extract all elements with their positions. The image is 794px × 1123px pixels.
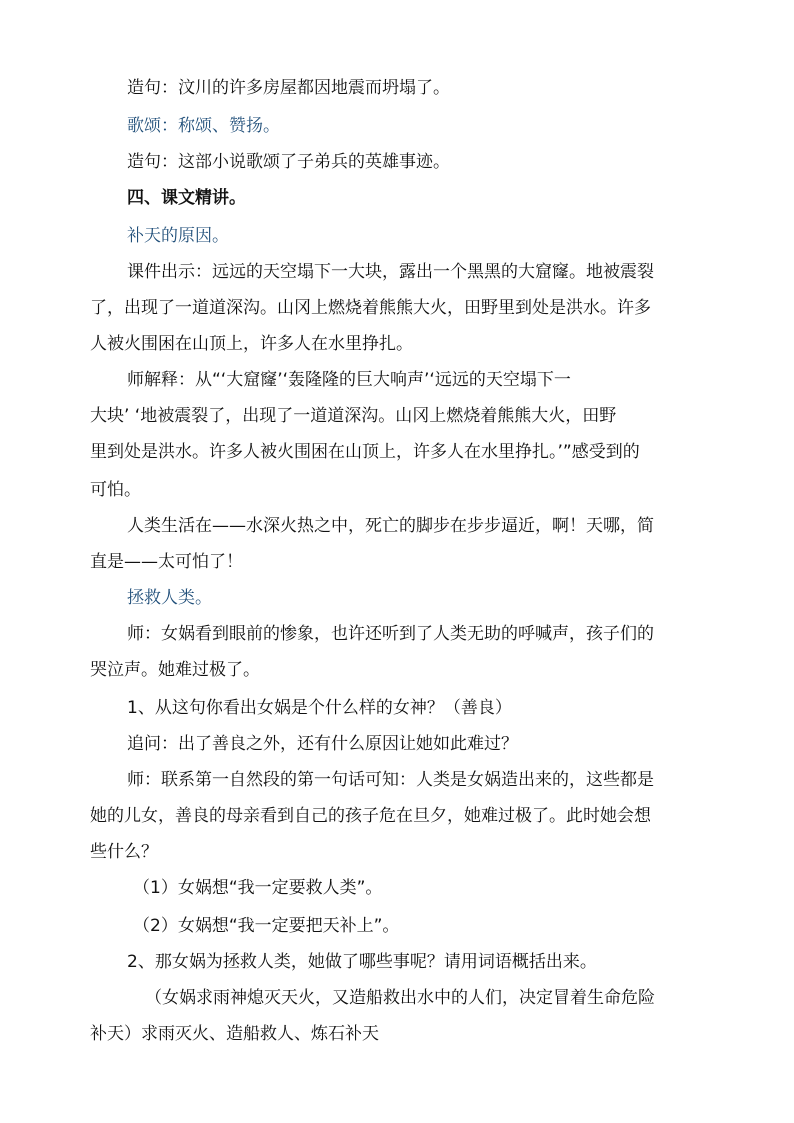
text-line-19: 追问：出了善良之外，还有什么原因让她如此难过？ [127,734,518,754]
text-line-13: 人类生活在——水深火热之中，死亡的脚步在步步逼近，啊！天哪，简 [127,516,654,536]
text-line-7: 了，出现了一道道深沟。山冈上燃烧着熊熊大火，田野里到处是洪水。许多 [90,298,651,318]
question-1: 1、从这句你看出女娲是个什么样的女神？（善良） [127,698,512,718]
text-line-11: 里到处是洪水。许多人被火围困在山顶上，许多人在水里挣扎。’”感受到的 [90,442,640,462]
subheading-rescue: 拯救人类。 [127,588,212,608]
text-line-17: 哭泣声。她难过极了。 [90,660,260,680]
text-line-12: 可怕。 [90,480,141,500]
vocab-term-line: 歌颂：称颂、赞扬。 [127,116,280,136]
text-line-16: 师：女娲看到眼前的惨象，也许还听到了人类无助的呼喊声，孩子们的 [127,624,654,644]
subheading-reason: 补天的原因。 [127,226,229,246]
list-item-1: （1）女娲想“我一定要救人类”。 [133,878,383,898]
section-heading: 四、课文精讲。 [127,188,246,208]
question-2: 2、那女娲为拯救人类，她做了哪些事呢？请用词语概括出来。 [127,952,597,972]
text-line-21: 她的儿女，善良的母亲看到自己的孩子危在旦夕，她难过极了。此时她会想 [90,806,651,826]
text-line-10: 大块’ ‘地被震裂了，出现了一道道深沟。山冈上燃烧着熊熊大火，田野 [90,406,617,426]
text-line-14: 直是——太可怕了！ [90,552,243,572]
text-line-26: （女娲求雨神熄灭天火，又造船救出水中的人们，决定冒着生命危险 [145,988,655,1008]
text-line-6: 课件出示：远远的天空塌下一大块，露出一个黑黑的大窟窿。地被震裂 [127,262,654,282]
text-line-3: 造句：这部小说歌颂了子弟兵的英雄事迹。 [127,152,450,172]
text-line-22: 些什么？ [90,842,158,862]
text-line-1: 造句：汶川的许多房屋都因地震而坍塌了。 [127,78,450,98]
text-line-27: 补天）求雨灭火、造船救人、炼石补天 [90,1024,379,1044]
text-line-20: 师：联系第一自然段的第一句话可知：人类是女娲造出来的，这些都是 [127,770,654,790]
text-line-8: 人被火围困在山顶上，许多人在水里挣扎。 [90,334,413,354]
list-item-2: （2）女娲想“我一定要把天补上”。 [133,916,400,936]
text-line-9: 师解释：从“‘大窟窿’‘轰隆隆的巨大响声’‘远远的天空塌下一 [127,370,571,390]
